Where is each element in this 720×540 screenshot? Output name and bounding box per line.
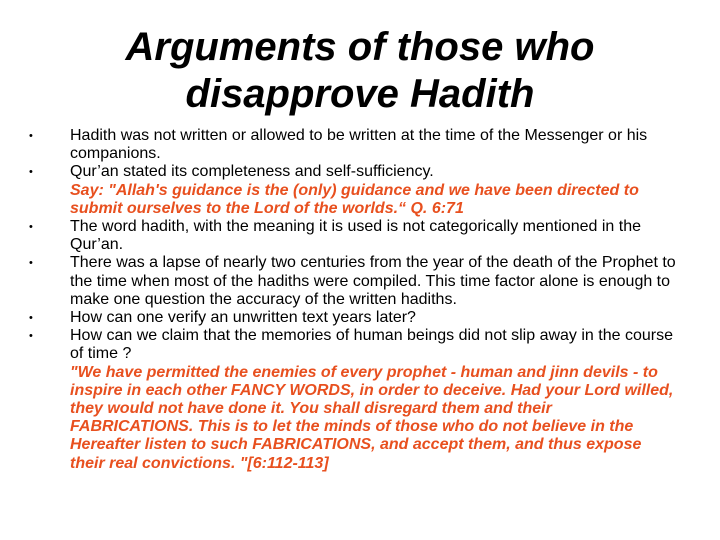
bullet-icon: •	[29, 257, 33, 270]
bullet-item	[28, 218, 678, 254]
bullet-item	[28, 327, 678, 363]
bullet-text: How can one verify an unwritten text years later?	[70, 309, 416, 327]
slide-title-line-2: disapprove Hadith	[185, 72, 535, 116]
bullet-text: There was a lapse of nearly two centuries from the year of the death of the Prophet to the time when most of the hadiths were compiled. This time factor alone is enough to make one question the accuracy of the written hadiths.	[70, 254, 676, 308]
bullet-item	[28, 254, 678, 309]
bullet-icon: •	[29, 221, 33, 234]
bullet-item	[28, 163, 678, 181]
bullet-text: How can we claim that the memories of human beings did not slip away in the course of time ?	[70, 327, 673, 363]
quran-quote: "We have permitted the enemies of every prophet - human and jinn devils - to inspire in each other FANCY WORDS, in order to deceive. Had your Lord willed, they would not have done it. You shall disregard them and their FABRICATIONS. This is to let the minds of those who do not believe in the Hereafter listen to such FABRICATIONS, and accept them, and thus expose their real convictions. "[6:112-113]	[70, 363, 674, 472]
slide-body	[28, 127, 678, 473]
bullet-icon: •	[29, 330, 33, 343]
slide-title-line-1: Arguments of those who	[125, 25, 595, 69]
bullet-text: Qur’an stated its completeness and self-sufficiency.	[70, 163, 434, 181]
bullet-text: Hadith was not written or allowed to be written at the time of the Messenger or his companions.	[70, 127, 648, 163]
slide-title	[0, 24, 720, 118]
quran-quote: Say: "Allah's guidance is the (only) guidance and we have been directed to submit ourselves to the Lord of the worlds.“ Q. 6:71	[70, 181, 639, 217]
bullet-item	[28, 309, 678, 327]
bullet-item	[28, 127, 678, 163]
bullet-icon: •	[29, 166, 33, 179]
bullet-text: The word hadith, with the meaning it is used is not categorically mentioned in the Qur’an.	[70, 218, 641, 254]
bullet-icon: •	[29, 312, 33, 325]
bullet-icon: •	[29, 130, 33, 142]
